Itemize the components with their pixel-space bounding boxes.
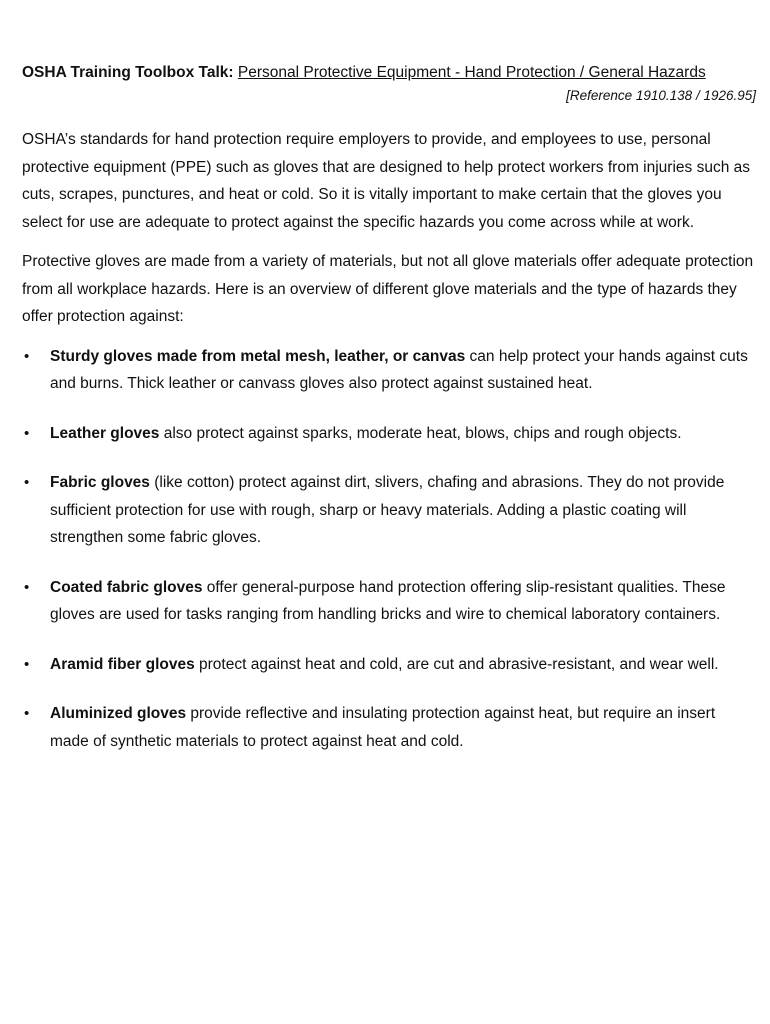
document-page [22,62,758,777]
glove-type-description: (like cotton) protect against dirt, slivers, chafing and abrasions. They do not provide sufficient protection for use with rough, sharp or heavy materials. Adding a plastic coating will strengthen some fabric gloves. [50,474,725,546]
glove-type-name: Aluminized gloves [50,705,187,722]
bullet-icon: • [24,578,30,596]
list-item [22,343,758,398]
bullet-icon: • [24,347,30,365]
title-prefix: OSHA Training Toolbox Talk: [22,64,234,81]
glove-type-name: Aramid fiber gloves [50,655,195,673]
document-title [22,62,758,84]
glove-type-name: Coated fabric gloves [50,578,203,596]
title-topic: Personal Protective Equipment - Hand Protection / General Hazards [237,64,706,81]
list-item [22,420,758,448]
glove-type-description: provide reflective and insulating protection against heat, but require an insert made of synthetic materials to protect against heat and cold. [50,705,716,750]
bullet-icon: • [24,424,30,442]
glove-type-description: protect against heat and cold, are cut and abrasive-resistant, and wear well. [194,655,719,673]
list-item [22,574,758,629]
glove-type-description: can help protect your hands against cuts and burns. Thick leather or canvass gloves also protect against sustained heat. [50,347,748,392]
glove-type-description: also protect against sparks, moderate heat, blows, chips and rough objects. [159,424,682,442]
list-item [22,651,758,679]
regulation-reference: [Reference 1910.138 / 1926.95] [566,88,756,103]
glove-type-name: Leather gloves [50,424,160,442]
list-item [22,469,758,552]
list-item [22,700,758,755]
intro-paragraph-2: Protective gloves are made from a variety of materials, but not all glove materials offer adequate protection from all workplace hazards. Here is an overview of different glove materials and the type of hazards they offer protection against: [22,253,754,325]
glove-types-list [22,343,758,756]
bullet-icon: • [24,474,30,491]
bullet-icon: • [24,705,30,722]
glove-type-name: Sturdy gloves made from metal mesh, leather, or canvas [50,347,466,365]
bullet-icon: • [24,655,30,673]
glove-type-description: offer general-purpose hand protection offering slip-resistant qualities. These gloves are used for tasks ranging from handling bricks and wire to chemical laboratory containers. [50,578,726,623]
glove-type-name: Fabric gloves [50,474,150,491]
intro-paragraph-1: OSHA’s standards for hand protection require employers to provide, and employees to use, personal protective equipment (PPE) such as gloves that are designed to help protect workers from injuries such as cuts, scrapes, punctures, and heat or cold. So it is vitally important to make certain that the gloves you select for use are adequate to protect against the specific hazards you come across while at work. [22,131,751,231]
